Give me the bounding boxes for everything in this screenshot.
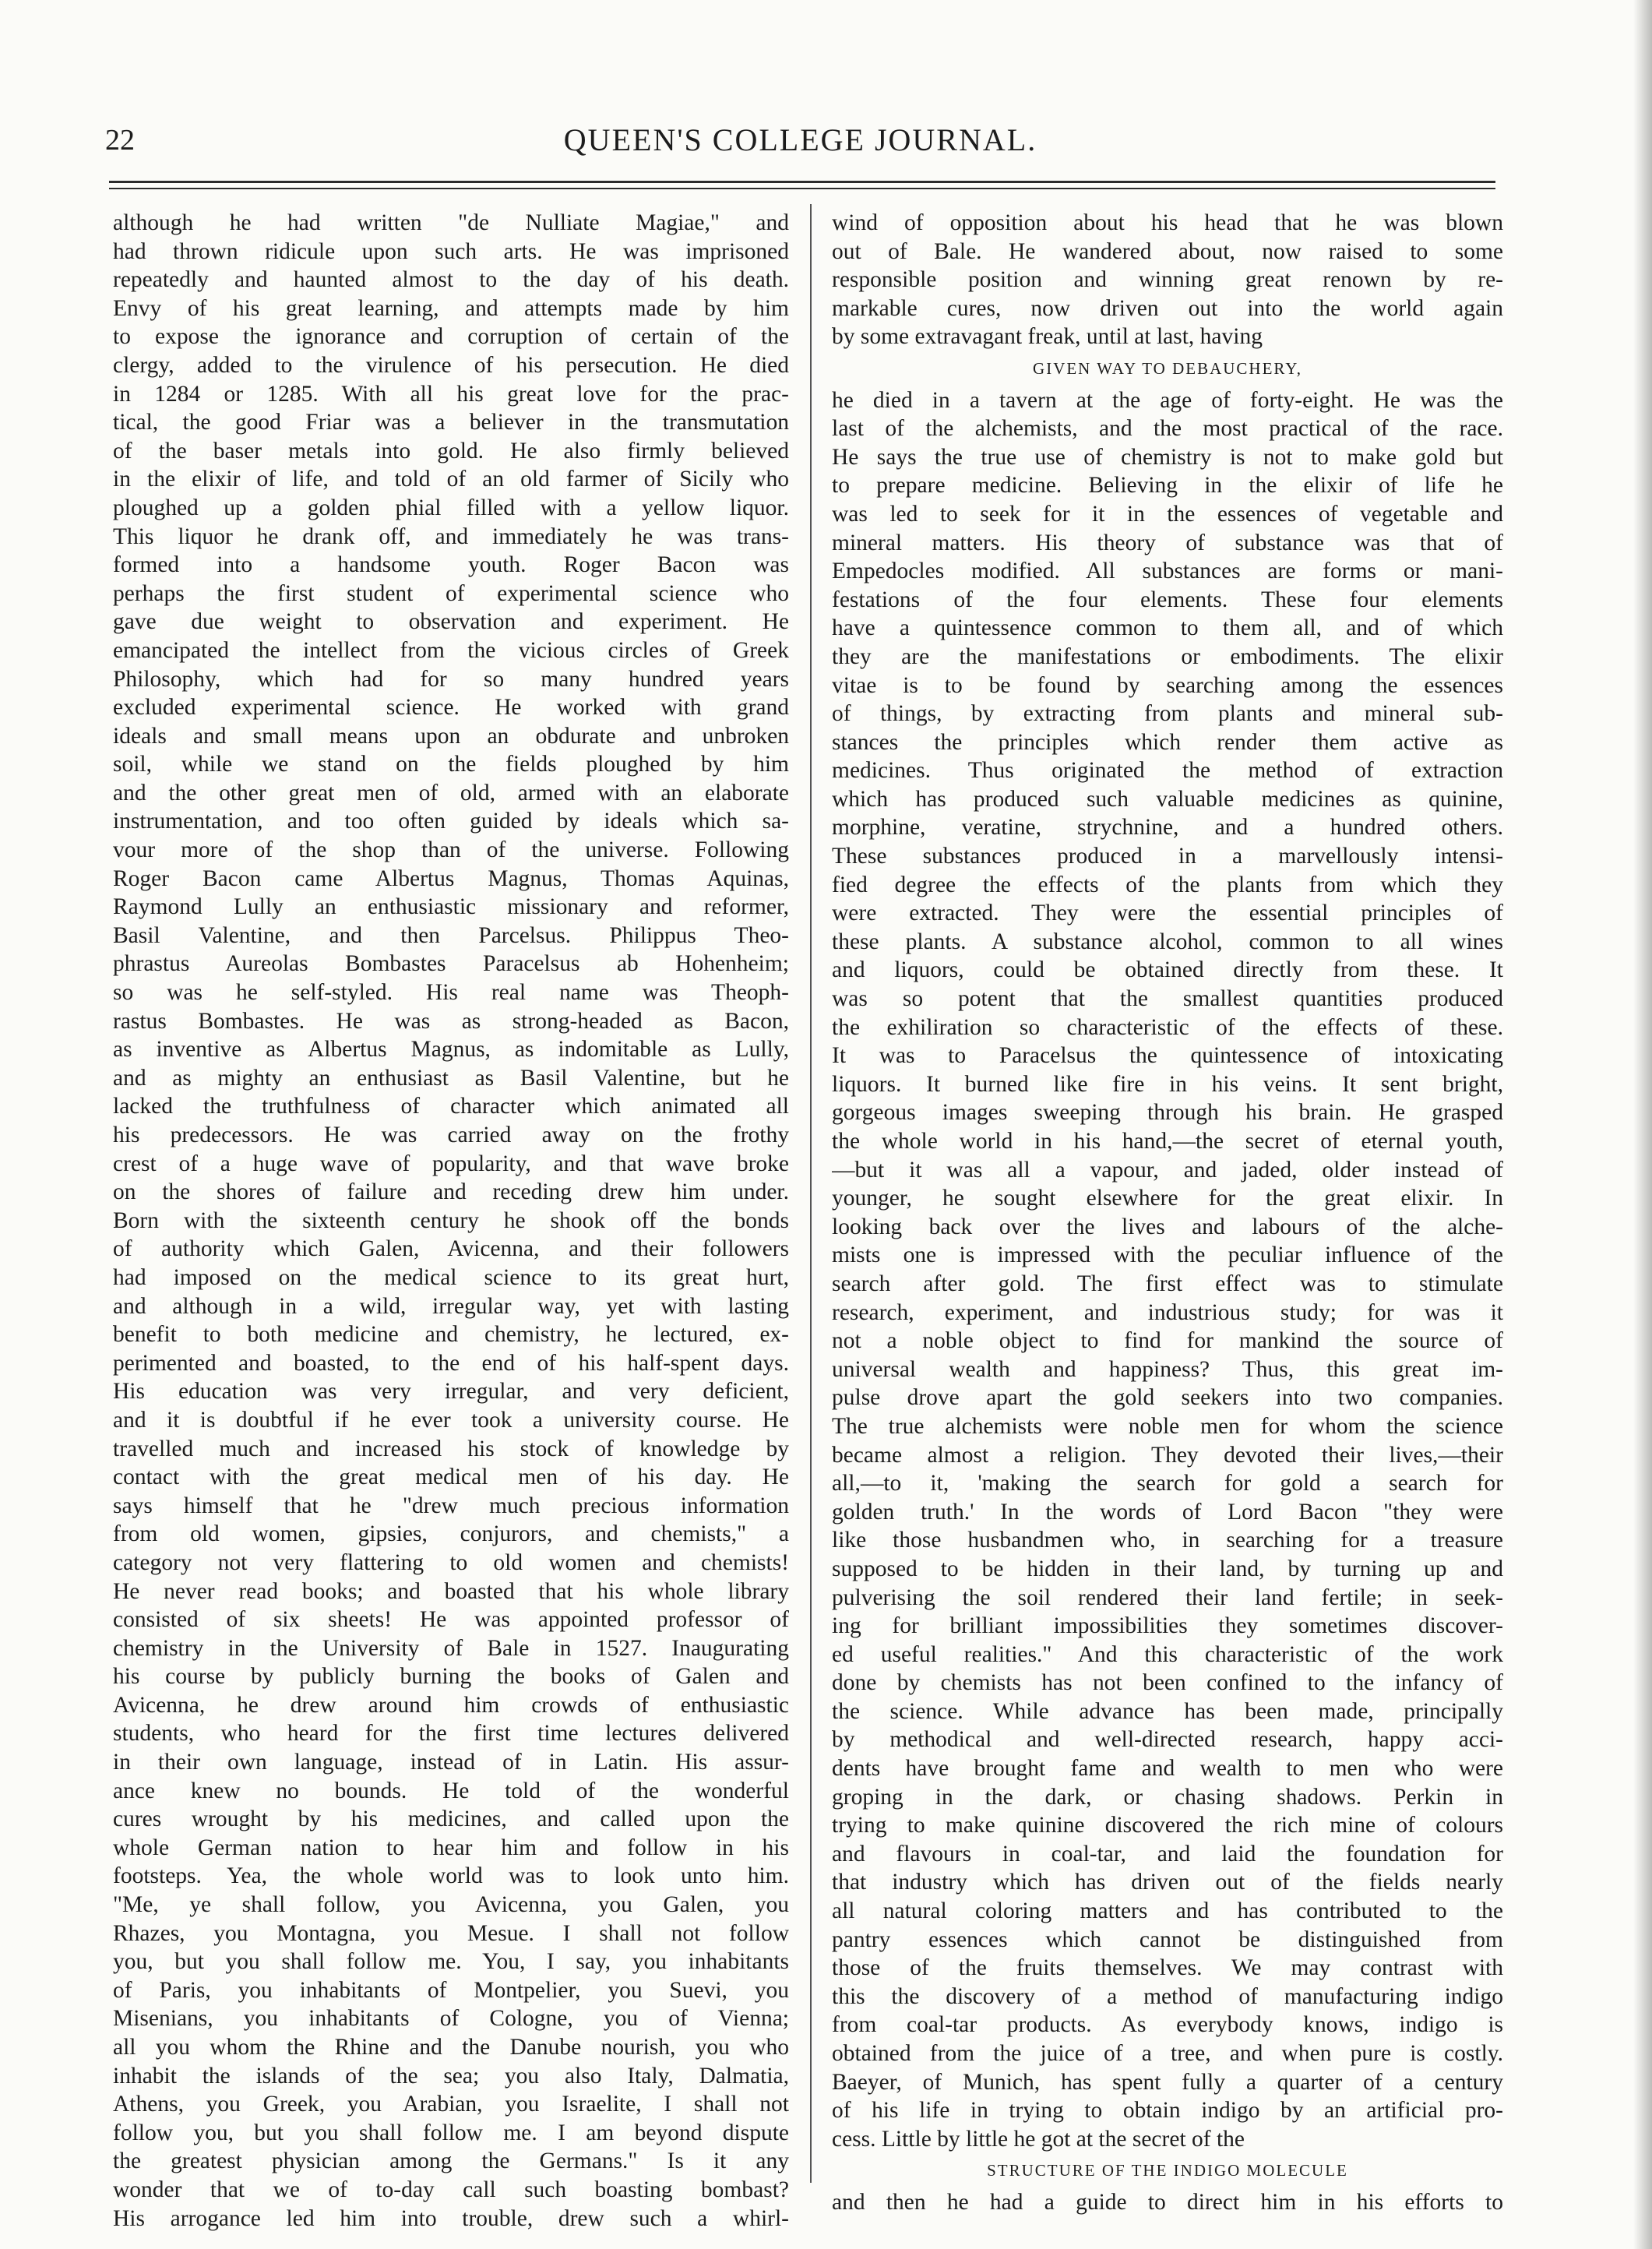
text-line: and then he had a guide to direct him in his efforts to [832, 2189, 1503, 2215]
text-line: to expose the ignorance and corruption of certain of the [113, 324, 789, 350]
text-line: golden truth.' In the words of Lord Bacon "they were [832, 1499, 1503, 1525]
text-line: phrastus Aureolas Bombastes Paracelsus ab Hohenheim; [113, 951, 789, 977]
text-line: His arrogance led him into trouble, drew such a whirl- [113, 2205, 789, 2231]
text-line: This liquor he drank off, and immediately he was trans- [113, 523, 789, 549]
right-column-bottom-text [832, 2188, 1503, 2217]
text-line: all natural coloring matters and has contributed to the [832, 1898, 1503, 1924]
text-line: and as mighty an enthusiast as Basil Valentine, but he [113, 1065, 789, 1091]
text-line: morphine, veratine, strychnine, and a hundred others. [832, 815, 1503, 841]
text-line: of his life in trying to obtain indigo by an artificial pro- [832, 2098, 1503, 2124]
text-line: pantry essences which cannot be distinguished from [832, 1926, 1503, 1952]
text-line: travelled much and increased his stock of knowledge by [113, 1436, 789, 1461]
text-line: and liquors, could be obtained directly from these. It [832, 957, 1503, 983]
text-line: inhabit the islands of the sea; you also Italy, Dalmatia, [113, 2063, 789, 2089]
text-line: vour more of the shop than of the universe. Following [113, 837, 789, 863]
text-line: they are the manifestations or embodiments. The elixir [832, 643, 1503, 669]
text-line: Basil Valentine, and then Parcelsus. Philippus Theo- [113, 922, 789, 948]
text-line: the whole world in his hand,—the secret of eternal youth, [832, 1129, 1503, 1154]
text-line: those of the fruits themselves. We may contrast with [832, 1955, 1503, 1981]
text-line: so was he self-styled. His real name was Theoph- [113, 980, 789, 1006]
text-line: vitae is to be found by searching among the essences [832, 672, 1503, 698]
text-line: although he had written "de Nulliate Magiae," and [113, 210, 789, 235]
text-line: clergy, added to the virulence of his persecution. He died [113, 352, 789, 378]
text-line: cures wrought by his medicines, and called upon the [113, 1807, 789, 1832]
text-line: Empedocles modified. All substances are forms or mani- [832, 559, 1503, 584]
text-line: repeatedly and haunted almost to the day of his death. [113, 267, 789, 293]
text-line: gave due weight to observation and experiment. He [113, 609, 789, 635]
text-line: on the shores of failure and receding drew him under. [113, 1179, 789, 1205]
text-line: Raymond Lully an enthusiastic missionary and reformer, [113, 894, 789, 920]
text-line: became almost a religion. They devoted their lives,—their [832, 1442, 1503, 1468]
text-line: ideals and small means upon an obdurate and unbroken [113, 723, 789, 749]
section-subhead: STRUCTURE OF THE INDIGO MOLECULE [987, 2161, 1348, 2180]
text-line: perimented and boasted, to the end of his half-spent days. [113, 1350, 789, 1376]
text-line: supposed to be hidden in their land, by turning up and [832, 1556, 1503, 1581]
text-line: gorgeous images sweeping through his brain. He grasped [832, 1100, 1503, 1126]
text-line: category not very flattering to old women and chemists! [113, 1549, 789, 1575]
text-line: footsteps. Yea, the whole world was to look unto him. [113, 1863, 789, 1889]
text-line: the exhiliration so characteristic of the effects of these. [832, 1014, 1503, 1040]
text-line: was so potent that the smallest quantities produced [832, 986, 1503, 1012]
text-line: whole German nation to hear him and follow in his [113, 1835, 789, 1860]
column-divider [810, 204, 812, 2183]
right-column-top-text [832, 209, 1503, 351]
text-line: instrumentation, and too often guided by ideals which sa- [113, 809, 789, 834]
text-line: from old women, gipsies, conjurors, and chemists," a [113, 1521, 789, 1547]
text-line: research, experiment, and industrious study; for was it [832, 1299, 1503, 1325]
text-line: were extracted. They were the essential principles of [832, 901, 1503, 926]
left-column [113, 209, 789, 2233]
section-subhead: GIVEN WAY TO DEBAUCHERY, [1033, 358, 1302, 378]
text-line: mineral matters. His theory of substance was that of [832, 530, 1503, 555]
text-line: done by chemists has not been confined to the infancy of [832, 1670, 1503, 1696]
text-line: to prepare medicine. Believing in the elixir of life he [832, 473, 1503, 499]
text-line: his course by publicly burning the books of Galen and [113, 1664, 789, 1690]
right-column-middle-text [832, 386, 1503, 2154]
text-line: trying to make quinine discovered the rich mine of colours [832, 1813, 1503, 1838]
text-line: formed into a handsome youth. Roger Bacon was [113, 552, 789, 578]
right-column [832, 209, 1503, 2217]
text-line: tical, the good Friar was a believer in the transmutation [113, 410, 789, 435]
text-line: last of the alchemists, and the most practical of the race. [832, 416, 1503, 442]
text-line: Philosophy, which had for so many hundred years [113, 666, 789, 692]
text-line: His education was very irregular, and very deficient, [113, 1379, 789, 1405]
text-line: universal wealth and happiness? Thus, this great im- [832, 1356, 1503, 1382]
text-line: by some extravagant freak, until at last, having [832, 324, 1263, 350]
text-line: younger, he sought elsewhere for the great elixir. In [832, 1186, 1503, 1211]
text-line: crest of a huge wave of popularity, and that wave broke [113, 1151, 789, 1176]
text-line: ed useful realities." And this characteristic of the work [832, 1641, 1503, 1667]
text-line: all you whom the Rhine and the Danube nourish, you who [113, 2035, 789, 2060]
text-line: all,—to it, 'making the search for gold a search for [832, 1471, 1503, 1496]
text-line: had thrown ridicule upon such arts. He was imprisoned [113, 238, 789, 264]
text-line: students, who heard for the first time lectures delivered [113, 1721, 789, 1747]
text-line: —but it was all a vapour, and jaded, older instead of [832, 1157, 1503, 1183]
text-line: this the discovery of a method of manufacturing indigo [832, 1983, 1503, 2009]
text-line: cess. Little by little he got at the secret of the [832, 2126, 1245, 2152]
text-line: medicines. Thus originated the method of extraction [832, 758, 1503, 784]
header-rule-bottom [109, 188, 1495, 189]
text-line: Born with the sixteenth century he shook off the bonds [113, 1207, 789, 1233]
text-line: groping in the dark, or chasing shadows. Perkin in [832, 1784, 1503, 1810]
text-line: in 1284 or 1285. With all his great love for the prac- [113, 381, 789, 407]
text-line: The true alchemists were noble men for whom the science [832, 1413, 1503, 1439]
text-line: "Me, ye shall follow, you Avicenna, you Galen, you [113, 1892, 789, 1918]
text-line: dents have brought fame and wealth to men who were [832, 1756, 1503, 1782]
text-line: out of Bale. He wandered about, now raised to some [832, 238, 1503, 264]
text-line: which has produced such valuable medicines as quinine, [832, 786, 1503, 812]
text-line: Rhazes, you Montagna, you Mesue. I shall not follow [113, 1920, 789, 1946]
text-line: follow you, but you shall follow me. I am beyond dispute [113, 2120, 789, 2145]
text-line: Athens, you Greek, you Arabian, you Israelite, I shall not [113, 2092, 789, 2117]
text-line: These substances produced in a marvellously intensi- [832, 844, 1503, 869]
text-line: Baeyer, of Munich, has spent fully a quarter of a century [832, 2069, 1503, 2095]
text-line: Misenians, you inhabitants of Cologne, you of Vienna; [113, 2006, 789, 2032]
text-line: ance knew no bounds. He told of the wonderful [113, 1778, 789, 1803]
text-line: by methodical and well-directed research, happy acci- [832, 1727, 1503, 1753]
text-line: was led to seek for it in the essences of vegetable and [832, 501, 1503, 527]
text-line: soil, while we stand on the fields ploughed by him [113, 752, 789, 777]
text-line: Avicenna, he drew around him crowds of enthusiastic [113, 1692, 789, 1718]
text-line: ploughed up a golden phial filled with a yellow liquor. [113, 495, 789, 520]
text-line: his predecessors. He was carried away on the frothy [113, 1123, 789, 1147]
text-line: the science. While advance has been made, principally [832, 1698, 1503, 1724]
text-line: of Paris, you inhabitants of Montpelier, you Suevi, you [113, 1977, 789, 2003]
scan-edge [1633, 0, 1652, 2249]
page-number: 22 [105, 124, 135, 157]
text-line: that industry which has driven out of the fields nearly [832, 1870, 1503, 1895]
text-line: markable cures, now driven out into the world again [832, 295, 1503, 321]
text-line: liquors. It burned like fire in his veins. It sent bright, [832, 1071, 1503, 1097]
text-line: and the other great men of old, armed with an elaborate [113, 780, 789, 805]
text-line: as inventive as Albertus Magnus, as indomitable as Lully, [113, 1037, 789, 1063]
text-line: in their own language, instead of in Latin. His assur- [113, 1750, 789, 1775]
text-line: obtained from the juice of a tree, and when pure is costly. [832, 2041, 1503, 2066]
text-line: he died in a tavern at the age of forty-eight. He was the [832, 387, 1503, 413]
text-line: fied degree the effects of the plants from which they [832, 872, 1503, 897]
text-line: and it is doubtful if he ever took a university course. He [113, 1407, 789, 1433]
text-line: pulverising the soil rendered their land fertile; in seek- [832, 1585, 1503, 1610]
text-line: wind of opposition about his head that he was blown [832, 210, 1503, 235]
text-line: It was to Paracelsus the quintessence of intoxicating [832, 1043, 1503, 1069]
text-line: ing for brilliant impossibilities they sometimes discover- [832, 1613, 1503, 1639]
text-line: contact with the great medical men of his day. He [113, 1465, 789, 1490]
text-line: mists one is impressed with the peculiar influence of the [832, 1243, 1503, 1268]
text-line: He never read books; and boasted that his whole library [113, 1578, 789, 1604]
text-line: not a noble object to find for mankind the source of [832, 1328, 1503, 1354]
text-line: lacked the truthfulness of character which animated all [113, 1094, 789, 1119]
text-line: wonder that we of to-day call such boasting bombast? [113, 2177, 789, 2202]
text-line: the greatest physician among the Germans." Is it any [113, 2149, 789, 2174]
text-line: He says the true use of chemistry is not to make gold but [832, 444, 1503, 470]
journal-title: QUEEN'S COLLEGE JOURNAL. [563, 122, 1037, 157]
text-line: looking back over the lives and labours of the alche- [832, 1214, 1503, 1239]
text-line: of the baser metals into gold. He also firmly believed [113, 438, 789, 464]
text-line: like those husbandmen who, in searching for a treasure [832, 1528, 1503, 1553]
text-line: in the elixir of life, and told of an old farmer of Sicily who [113, 467, 789, 492]
text-line: excluded experimental science. He worked with grand [113, 695, 789, 721]
text-line: festations of the four elements. These four elements [832, 587, 1503, 612]
text-line: perhaps the first student of experimental science who [113, 580, 789, 606]
text-line: Envy of his great learning, and attempts made by him [113, 295, 789, 321]
text-line: of authority which Galen, Avicenna, and their followers [113, 1236, 789, 1262]
page-header [105, 117, 1495, 164]
text-line: pulse drove apart the gold seekers into two companies. [832, 1385, 1503, 1411]
text-line: rastus Bombastes. He was as strong-headed as Bacon, [113, 1008, 789, 1034]
text-line: says himself that he "drew much precious information [113, 1493, 789, 1518]
text-line: had imposed on the medical science to its great hurt, [113, 1264, 789, 1290]
text-line: search after gold. The first effect was to stimulate [832, 1271, 1503, 1296]
text-line: responsible position and winning great renown by re- [832, 267, 1503, 293]
text-line: chemistry in the University of Bale in 1527. Inaugurating [113, 1635, 789, 1661]
text-line: and although in a wild, irregular way, yet with lasting [113, 1293, 789, 1319]
text-line: and flavours in coal-tar, and laid the foundation for [832, 1841, 1503, 1867]
text-line: benefit to both medicine and chemistry, he lectured, ex- [113, 1322, 789, 1348]
text-line: stances the principles which render them active as [832, 729, 1503, 755]
text-line: Roger Bacon came Albertus Magnus, Thomas Aquinas, [113, 865, 789, 891]
text-line: these plants. A substance alcohol, common to all wines [832, 929, 1503, 954]
text-line: of things, by extracting from plants and mineral sub- [832, 701, 1503, 727]
text-line: emancipated the intellect from the vicious circles of Greek [113, 637, 789, 663]
text-line: consisted of six sheets! He was appointed professor of [113, 1607, 789, 1633]
text-line: you, but you shall follow me. You, I say, you inhabitants [113, 1949, 789, 1975]
header-rule-top [109, 181, 1495, 183]
text-line: from coal-tar products. As everybody knows, indigo is [832, 2012, 1503, 2038]
text-line: have a quintessence common to them all, and of which [832, 615, 1503, 641]
